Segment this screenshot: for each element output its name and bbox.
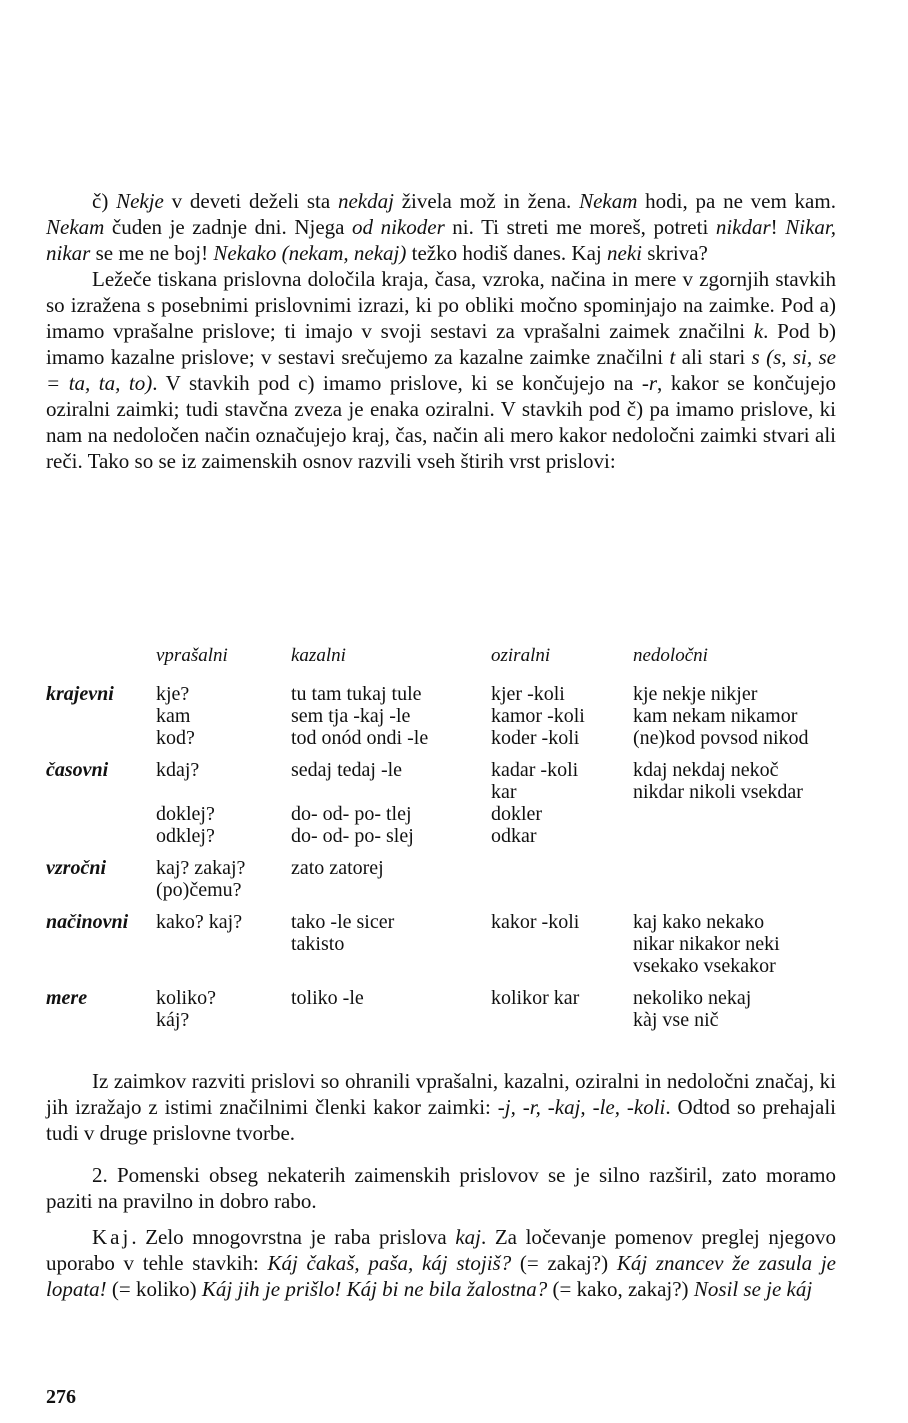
table-header: vprašalni [156, 645, 228, 666]
table-cell: kdaj? [156, 759, 200, 781]
paragraph-kaj [46, 1224, 836, 1302]
table-cell: kje? [156, 683, 190, 705]
table-cell: káj? [156, 1009, 190, 1031]
row-label [46, 825, 156, 847]
table-cell: kod? [156, 727, 195, 749]
text-run: Iz zaimkov razviti prislovi so ohranili vprašalni, kazalni, oziralni in nedoločni značaj, ki jih izražajo z istimi značilnimi členki kakor zaimki: [46, 1069, 836, 1119]
table-cell: doklej? [156, 803, 215, 825]
row-label [46, 803, 156, 825]
text-run: težko hodiš danes. Kaj [406, 241, 607, 265]
table-cell: sedaj tedaj -le [291, 759, 403, 781]
row-label [46, 933, 156, 955]
table-cell: tako -le sicer [291, 911, 395, 933]
table-cell: kàj vse nič [633, 1009, 719, 1031]
table-header: kazalni [291, 645, 346, 666]
table-header-empty [46, 645, 156, 683]
row-label [46, 955, 156, 977]
text-run: hodi, pa ne vem kam. [637, 189, 836, 213]
main-text [46, 188, 836, 474]
table-cell [156, 955, 291, 977]
table-cell: (ne)kod povsod nikod [633, 727, 809, 749]
text-run: (= koliko) [106, 1277, 202, 1301]
italic-term: neki [607, 241, 642, 265]
italic-term: Nekje [116, 189, 164, 213]
italic-term: Nosil se je káj [693, 1277, 813, 1301]
row-label: časovni [46, 759, 109, 781]
table-cell [491, 1009, 633, 1031]
paragraph-summary [46, 1068, 836, 1146]
text-run: (= kako, zakaj?) [547, 1277, 694, 1301]
text-run: se me ne boj! [90, 241, 214, 265]
paragraph-examples [46, 188, 836, 266]
text-run: v deveti deželi sta [163, 189, 338, 213]
table-cell: kolikor kar [491, 987, 580, 1009]
italic-term: -r [641, 371, 658, 395]
table-cell: kaj kako nekako [633, 911, 765, 933]
table-cell: dokler [491, 803, 543, 825]
table-cell: odklej? [156, 825, 215, 847]
italic-term: Káj jih je prišlo! Káj bi ne bila žalostna? [201, 1277, 548, 1301]
text-run: ali stari [675, 345, 752, 369]
table-cell: koliko? [156, 987, 216, 1009]
table-cell: kaj? zakaj? [156, 857, 246, 879]
italic-term: kaj [455, 1225, 481, 1249]
spaced-heading: Kaj [92, 1225, 132, 1249]
italic-term: Káj čakaš, paša, káj stojiš? [267, 1251, 512, 1275]
italic-term: Nekako (nekam, nekaj) [213, 241, 407, 265]
text-run: skriva? [641, 241, 708, 265]
table-cell: kdaj nekdaj nekoč [633, 759, 779, 781]
table-cell: takisto [291, 933, 345, 955]
table-row [46, 825, 809, 847]
table-cell: zato zatorej [291, 857, 384, 879]
italic-term: Nekam [46, 215, 105, 239]
table-cell: nikdar nikoli vsekdar [633, 781, 803, 803]
italic-term: nikdar [715, 215, 771, 239]
table-cell: toliko -le [291, 987, 364, 1009]
italic-term: Káj znancev že zasula je lopata! [46, 1251, 836, 1301]
table-row [46, 781, 809, 803]
row-label [46, 1009, 156, 1031]
table-cell: tod onód ondi -le [291, 727, 429, 749]
italic-term: k [753, 319, 764, 343]
italic-term: -j, -r, -kaj, -le, -koli [497, 1095, 666, 1119]
table-row [46, 1009, 809, 1031]
table-cell [633, 803, 809, 825]
italic-term: s (s, si, se = ta, ta, to) [46, 345, 836, 395]
text-run: ni. Ti streti me moreš, potreti [444, 215, 716, 239]
text-run: . V stavkih pod c) imamo prislove, ki se končujejo na [152, 371, 642, 395]
row-label [46, 727, 156, 749]
table-cell: sem tja -kaj -le [291, 705, 411, 727]
row-label: vzročni [46, 857, 106, 879]
table-cell [491, 879, 633, 901]
table-cell [291, 879, 491, 901]
table-cell [633, 847, 809, 879]
table-cell: kako? kaj? [156, 911, 243, 933]
italic-term: t [669, 345, 676, 369]
table-cell: kamor -koli [491, 705, 585, 727]
table-cell [491, 933, 633, 955]
table-cell: kam [156, 705, 191, 727]
table-row [46, 683, 809, 705]
table-row [46, 955, 809, 977]
table-cell [291, 1009, 491, 1031]
row-label: mere [46, 987, 88, 1009]
table-row [46, 847, 809, 879]
table-row [46, 803, 809, 825]
text-run: čuden je zadnje dni. Njega [104, 215, 353, 239]
table-cell: do- od- po- slej [291, 825, 414, 847]
page-number: 276 [46, 1386, 76, 1408]
table-cell: kakor -koli [491, 911, 580, 933]
row-label [46, 705, 156, 727]
italic-term: Nekam [579, 189, 638, 213]
row-label: krajevni [46, 683, 114, 705]
table-cell: koder -koli [491, 727, 580, 749]
row-label [46, 879, 156, 901]
text-run: živela mož in žena. [393, 189, 580, 213]
table-cell [633, 825, 809, 847]
table-cell: kadar -koli [491, 759, 579, 781]
table-cell [491, 847, 633, 879]
table-cell [291, 955, 491, 977]
table-cell [156, 933, 291, 955]
paragraph-explanation [46, 266, 836, 474]
lower-text [46, 1068, 836, 1302]
table-header: nedoločni [633, 645, 708, 666]
paragraph-point-2 [46, 1162, 836, 1214]
table-cell: vsekako vsekakor [633, 955, 776, 977]
table-cell: kje nekje nikjer [633, 683, 758, 705]
italic-term: nekdaj [337, 189, 394, 213]
adverb-table [46, 645, 809, 1031]
table-cell: kar [491, 781, 517, 803]
table-cell: odkar [491, 825, 537, 847]
table-cell [633, 879, 809, 901]
table-header: oziralni [491, 645, 551, 666]
table-header-row [46, 645, 809, 683]
text-run: . Pod b) imamo kazalne prislove; v sestavi srečujemo za kazalne zaimke značilni [46, 319, 836, 369]
text-run: č) [92, 189, 117, 213]
text-run: . Odtod so prehajali tudi v druge prislovne tvorbe. [46, 1095, 836, 1145]
table-cell: tu tam tukaj tule [291, 683, 422, 705]
table-cell: nikar nikakor neki [633, 933, 780, 955]
table-row [46, 901, 809, 933]
table-row [46, 727, 809, 749]
table-cell: nekoliko nekaj [633, 987, 752, 1009]
table-row [46, 705, 809, 727]
text-run: (= zakaj?) [511, 1251, 617, 1275]
table-cell [156, 781, 291, 803]
italic-term: Nikar, nikar [46, 215, 836, 265]
text-run: , kakor se končujejo oziralni zaimki; tudi stavčna zveza je enaka oziralni. V stavkih pod č) pa imamo prislove, ki nam na nedoločen način označujejo kraj, čas, način ali mero kakor nedoločni zaimki stvari ali reči. Tako so se iz zaimenskih osnov razvili vseh štirih vrst prislovi: [46, 371, 836, 473]
table-cell [491, 955, 633, 977]
row-label [46, 781, 156, 803]
table-row [46, 977, 809, 1009]
table-row [46, 879, 809, 901]
table-cell: kjer -koli [491, 683, 565, 705]
row-label: načinovni [46, 911, 129, 933]
table-cell [291, 781, 491, 803]
text-run: Ležeče tiskana prislovna določila kraja, časa, vzroka, načina in mere v zgornjih stavkih so izražena s posebnimi prislovnimi izrazi, ki po obliki močno spominjajo na zaimke. Pod a) imamo vprašalne prislove; ti imajo v svoji sestavi za vprašalni zaimek značilni [46, 267, 836, 343]
table-row [46, 749, 809, 781]
text-run: . Za ločevanje pomenov preglej njegovo uporabo v tehle stavkih: [46, 1225, 836, 1275]
table-row [46, 933, 809, 955]
italic-term: od nikoder [352, 215, 445, 239]
table-cell: do- od- po- tlej [291, 803, 412, 825]
text-run: . Zelo mnogovrstna je raba prislova [131, 1225, 456, 1249]
table-cell: (po)čemu? [156, 879, 242, 901]
text-run: 2. Pomenski obseg nekaterih zaimenskih prislovov se je silno razširil, zato moramo paziti na pravilno in dobro rabo. [46, 1163, 836, 1213]
text-run: ! [770, 215, 786, 239]
table-cell: kam nekam nikamor [633, 705, 798, 727]
